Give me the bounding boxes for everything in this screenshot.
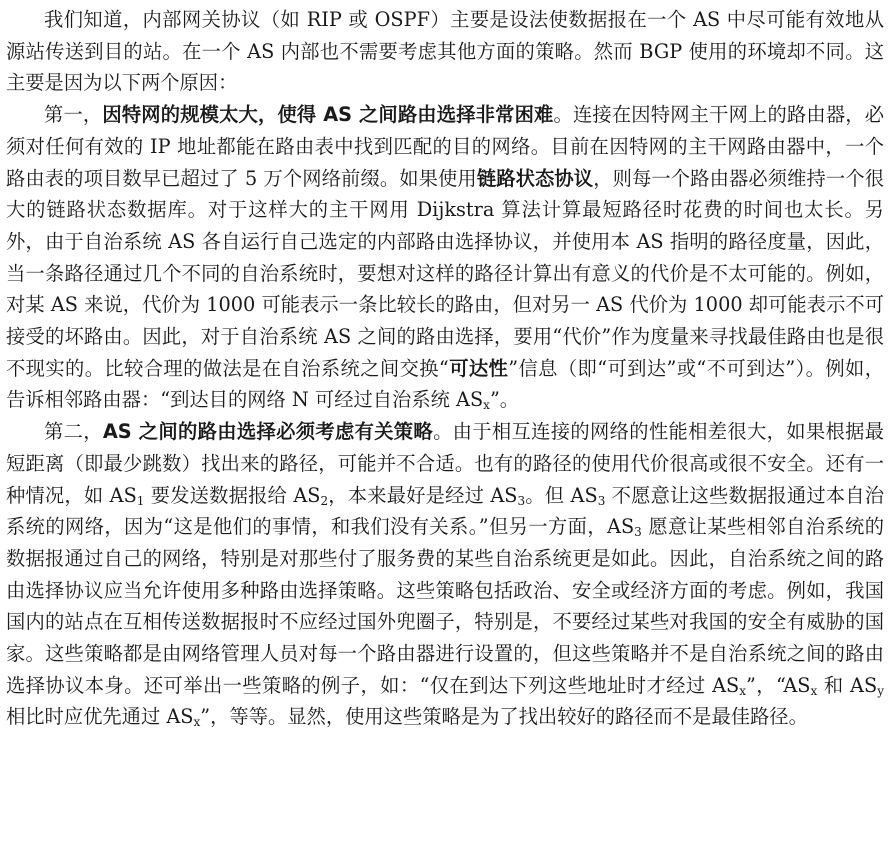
subscript-text: 3 xyxy=(517,493,526,508)
body-text: ”信息（即“可到达”或“不可到达”）。例如，告诉相邻路由器：“到达目的网络 N 可经过自治系统 AS xyxy=(6,356,885,412)
body-text: 不愿意让这些数据报通过本自治系统的网络，因为“这是他们的事情，和我们没有关系。”但另一方面，AS xyxy=(6,483,885,539)
paragraph-reason-scale xyxy=(6,99,884,416)
subscript-text: 3 xyxy=(597,493,606,508)
subscript-text: x xyxy=(193,715,201,730)
bold-text: 链路状态协议 xyxy=(476,166,594,190)
subscript-text: 1 xyxy=(136,493,145,508)
body-text: 愿意让某些相邻自治系统的数据报通过自己的网络，特别是对那些付了服务费的某些自治系统更是如此。因此，自治系统之间的路由选择协议应当允许使用多种路由选择策略。这些策略包括政治、安全或经济方面的考虑。例如，我国国内的站点在互相传送数据报时不应经过国外兜圈子，特别是，不要经过某些对我国的安全有威胁的国家。这些策略都是由网络管理人员对每一个路由器进行设置的，但这些策略并不是自治系统之间的路由选择协议本身。还可举出一些策略的例子，如：“仅在到达下列这些地址时才经过 AS xyxy=(6,515,884,697)
body-text: ”。 xyxy=(489,388,520,412)
body-text: 相比时应优先通过 AS xyxy=(6,705,194,729)
subscript-text: x xyxy=(810,683,818,698)
body-text: ，本来最好是经过 AS xyxy=(328,483,518,507)
body-text: 。连接在因特网主干网上的路由器，必须对任何有效的 IP 地址都能在路由表中找到匹配的目的网络。目前在因特网的主干网路由器中，一个路由表的项目数早已超过了 5 万个网络前缀。如果使用 xyxy=(6,103,885,190)
body-text: ”，“AS xyxy=(746,673,811,697)
bold-text: AS 之间的路由选择必须考虑有关策略 xyxy=(102,420,434,444)
paragraph-intro xyxy=(6,4,884,99)
body-text: ，则每一个路由器必须维持一个很大的链路状态数据库。对于这样大的主干网用 Dijkstra 算法计算最短路径时花费的时间也太长。另外，由于自治系统 AS 各自运行自己选定的内部路由选择协议，并使用本 AS 指明的路径度量，因此，当一条路径通过几个不同的自治系统时，要想对这样的路径计算出有意义的代价是不太可能的。例如，对某 AS 来说，代价为 1000 可能表示一条比较长的路由，但对另一 AS 代价为 1000 却可能表示不可接受的坏路由。因此，对于自治系统 AS 之间的路由选择，要用“代价”作为度量来寻找最佳路由也是很不现实的。比较合理的做法是在自治系统之间交换“ xyxy=(6,166,885,380)
body-text: 。但 AS xyxy=(525,483,598,507)
body-text: 第二， xyxy=(44,420,103,444)
subscript-text: 3 xyxy=(634,525,642,540)
body-text: 第一， xyxy=(44,103,103,127)
body-text: 要发送数据报给 AS xyxy=(144,483,321,507)
bold-text: 可达性 xyxy=(448,356,509,380)
subscript-text: x xyxy=(739,683,747,698)
body-text: ”，等等。显然，使用这些策略是为了找出较好的路径而不是最佳路径。 xyxy=(200,705,808,729)
body-text: 我们知道，内部网关协议（如 RIP 或 OSPF）主要是设法使数据报在一个 AS 中尽可能有效地从源站传送到目的站。在一个 AS 内部也不需要考虑其他方面的策略。然而 BGP 使用的环境却不同。这主要是因为以下两个原因： xyxy=(6,8,884,95)
bold-text: 因特网的规模太大，使得 AS 之间路由选择非常困难 xyxy=(102,103,554,127)
body-text: 和 AS xyxy=(817,673,878,697)
subscript-text: y xyxy=(877,683,884,698)
body-text: 。由于相互连接的网络的性能相差很大，如果根据最短距离（即最少跳数）找出来的路径，可能并不合适。也有的路径的使用代价很高或很不安全。还有一种情况，如 AS xyxy=(6,420,885,507)
subscript-text: 2 xyxy=(320,493,329,508)
subscript-text: x xyxy=(483,398,490,413)
paragraph-reason-policy xyxy=(6,416,884,733)
